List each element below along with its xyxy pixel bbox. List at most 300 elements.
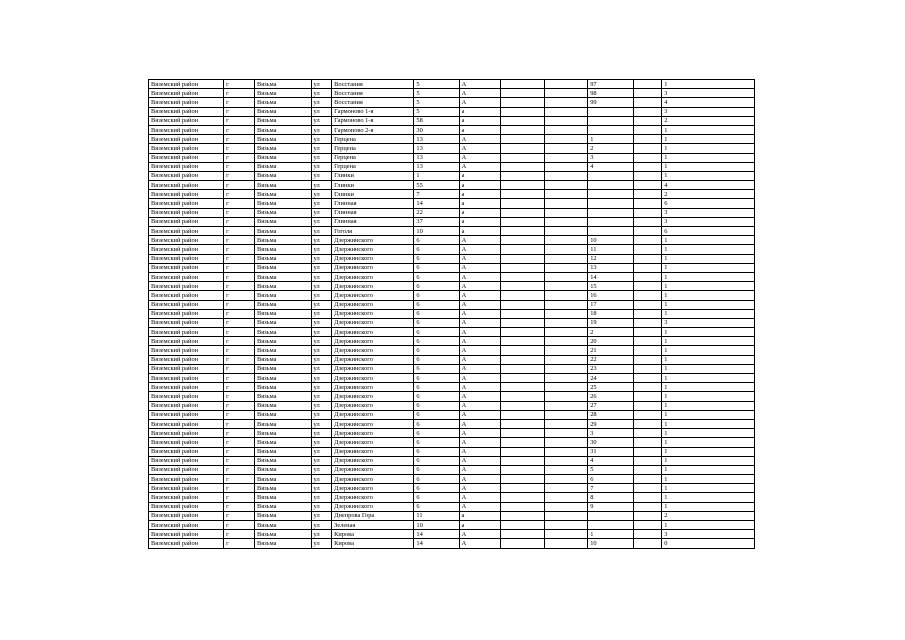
cell-structure: [545, 144, 588, 153]
cell-house-number: 22: [414, 208, 459, 217]
table-row: [149, 530, 755, 539]
cell-settlement-type: г: [224, 80, 255, 89]
cell-apartment: 8: [588, 493, 633, 502]
table-body: [149, 80, 755, 549]
cell-structure: [545, 392, 588, 401]
cell-building: [500, 162, 544, 171]
cell-structure: [545, 125, 588, 134]
cell-house-number: 5: [414, 107, 459, 116]
cell-street-type: ул: [311, 291, 332, 300]
cell-settlement-type: г: [224, 217, 255, 226]
cell-street: Дзержинского: [332, 502, 414, 511]
table-row: [149, 107, 755, 116]
cell-house-number: 14: [414, 530, 459, 539]
cell-count: 2: [662, 511, 755, 520]
cell-count: 6: [662, 199, 755, 208]
cell-building: [500, 116, 544, 125]
cell-house-number: 6: [414, 438, 459, 447]
cell-apartment: 11: [588, 245, 633, 254]
cell-street-type: ул: [311, 318, 332, 327]
cell-city: Вязьма: [254, 309, 311, 318]
cell-district: Вяземский район: [149, 107, 224, 116]
cell-settlement-type: г: [224, 208, 255, 217]
cell-house-letter: А: [459, 254, 500, 263]
cell-district: Вяземский район: [149, 144, 224, 153]
cell-street-type: ул: [311, 263, 332, 272]
cell-structure: [545, 502, 588, 511]
cell-district: Вяземский район: [149, 521, 224, 530]
cell-room: [633, 107, 662, 116]
cell-room: [633, 539, 662, 548]
cell-building: [500, 539, 544, 548]
cell-building: [500, 383, 544, 392]
cell-apartment: 26: [588, 392, 633, 401]
cell-count: 1: [662, 374, 755, 383]
cell-street: Дзержинского: [332, 484, 414, 493]
cell-house-letter: А: [459, 392, 500, 401]
table-row: [149, 419, 755, 428]
cell-street: Кирова: [332, 539, 414, 548]
cell-district: Вяземский район: [149, 337, 224, 346]
cell-street-type: ул: [311, 300, 332, 309]
cell-street: Гармоново 1-я: [332, 116, 414, 125]
cell-building: [500, 475, 544, 484]
cell-count: 1: [662, 162, 755, 171]
cell-street-type: ул: [311, 89, 332, 98]
cell-apartment: 3: [588, 153, 633, 162]
cell-house-letter: А: [459, 272, 500, 281]
cell-street-type: ул: [311, 355, 332, 364]
cell-apartment: 4: [588, 162, 633, 171]
cell-house-letter: а: [459, 190, 500, 199]
cell-building: [500, 135, 544, 144]
table-row: [149, 272, 755, 281]
cell-apartment: [588, 199, 633, 208]
cell-house-letter: А: [459, 355, 500, 364]
cell-apartment: 24: [588, 374, 633, 383]
cell-settlement-type: г: [224, 236, 255, 245]
cell-count: 1: [662, 346, 755, 355]
cell-district: Вяземский район: [149, 263, 224, 272]
cell-street: Дзержинского: [332, 383, 414, 392]
cell-street-type: ул: [311, 475, 332, 484]
cell-city: Вязьма: [254, 162, 311, 171]
cell-street-type: ул: [311, 438, 332, 447]
cell-settlement-type: г: [224, 337, 255, 346]
cell-district: Вяземский район: [149, 465, 224, 474]
cell-apartment: 22: [588, 355, 633, 364]
table-row: [149, 254, 755, 263]
cell-apartment: [588, 190, 633, 199]
cell-district: Вяземский район: [149, 291, 224, 300]
table-row: [149, 208, 755, 217]
cell-apartment: 15: [588, 282, 633, 291]
cell-structure: [545, 98, 588, 107]
address-table: [148, 79, 755, 549]
cell-house-number: 6: [414, 300, 459, 309]
cell-apartment: 13: [588, 263, 633, 272]
cell-settlement-type: г: [224, 456, 255, 465]
cell-settlement-type: г: [224, 511, 255, 520]
cell-house-letter: А: [459, 318, 500, 327]
table-row: [149, 438, 755, 447]
cell-district: Вяземский район: [149, 401, 224, 410]
cell-house-number: 14: [414, 539, 459, 548]
cell-street-type: ул: [311, 346, 332, 355]
cell-settlement-type: г: [224, 309, 255, 318]
cell-house-number: 6: [414, 383, 459, 392]
cell-house-letter: А: [459, 539, 500, 548]
cell-house-letter: а: [459, 181, 500, 190]
cell-count: 2: [662, 116, 755, 125]
cell-count: 1: [662, 272, 755, 281]
cell-house-letter: а: [459, 217, 500, 226]
cell-district: Вяземский район: [149, 199, 224, 208]
cell-house-letter: а: [459, 116, 500, 125]
cell-house-letter: А: [459, 475, 500, 484]
cell-count: 0: [662, 539, 755, 548]
cell-house-number: 6: [414, 254, 459, 263]
cell-district: Вяземский район: [149, 447, 224, 456]
cell-room: [633, 364, 662, 373]
cell-street: Дзержинского: [332, 245, 414, 254]
cell-house-number: 6: [414, 364, 459, 373]
cell-house-number: 6: [414, 236, 459, 245]
cell-district: Вяземский район: [149, 456, 224, 465]
cell-apartment: 10: [588, 236, 633, 245]
cell-structure: [545, 236, 588, 245]
cell-house-letter: А: [459, 236, 500, 245]
cell-city: Вязьма: [254, 98, 311, 107]
cell-street-type: ул: [311, 429, 332, 438]
cell-building: [500, 309, 544, 318]
cell-settlement-type: г: [224, 199, 255, 208]
cell-apartment: 1: [588, 135, 633, 144]
cell-house-number: 6: [414, 355, 459, 364]
cell-settlement-type: г: [224, 493, 255, 502]
cell-structure: [545, 521, 588, 530]
cell-count: 3: [662, 107, 755, 116]
cell-street: Дзержинского: [332, 355, 414, 364]
cell-structure: [545, 419, 588, 428]
table-row: [149, 144, 755, 153]
cell-building: [500, 272, 544, 281]
cell-apartment: 25: [588, 383, 633, 392]
cell-count: 1: [662, 429, 755, 438]
cell-settlement-type: г: [224, 300, 255, 309]
cell-count: 3: [662, 208, 755, 217]
cell-house-letter: А: [459, 456, 500, 465]
cell-district: Вяземский район: [149, 493, 224, 502]
table-row: [149, 465, 755, 474]
cell-count: 1: [662, 465, 755, 474]
table-row: [149, 484, 755, 493]
cell-house-letter: а: [459, 171, 500, 180]
cell-apartment: [588, 125, 633, 134]
cell-settlement-type: г: [224, 521, 255, 530]
cell-settlement-type: г: [224, 429, 255, 438]
cell-street: Дзержинского: [332, 447, 414, 456]
address-table-sheet: [148, 79, 755, 567]
cell-city: Вязьма: [254, 374, 311, 383]
cell-building: [500, 227, 544, 236]
cell-city: Вязьма: [254, 392, 311, 401]
table-row: [149, 153, 755, 162]
cell-apartment: 28: [588, 410, 633, 419]
cell-house-letter: А: [459, 346, 500, 355]
cell-street-type: ул: [311, 236, 332, 245]
cell-street-type: ул: [311, 309, 332, 318]
cell-street-type: ул: [311, 98, 332, 107]
cell-street-type: ул: [311, 199, 332, 208]
cell-count: 1: [662, 410, 755, 419]
cell-structure: [545, 318, 588, 327]
cell-district: Вяземский район: [149, 484, 224, 493]
cell-building: [500, 171, 544, 180]
cell-apartment: [588, 227, 633, 236]
cell-street: Глинная: [332, 199, 414, 208]
cell-district: Вяземский район: [149, 410, 224, 419]
table-row: [149, 521, 755, 530]
cell-house-letter: А: [459, 410, 500, 419]
cell-city: Вязьма: [254, 263, 311, 272]
cell-apartment: [588, 171, 633, 180]
cell-room: [633, 199, 662, 208]
cell-settlement-type: г: [224, 447, 255, 456]
cell-house-number: 13: [414, 153, 459, 162]
cell-street: Дзержинского: [332, 392, 414, 401]
cell-count: 3: [662, 89, 755, 98]
cell-structure: [545, 539, 588, 548]
cell-settlement-type: г: [224, 144, 255, 153]
cell-room: [633, 153, 662, 162]
cell-count: 6: [662, 227, 755, 236]
cell-count: 1: [662, 484, 755, 493]
cell-room: [633, 162, 662, 171]
cell-city: Вязьма: [254, 511, 311, 520]
cell-structure: [545, 227, 588, 236]
cell-house-number: 6: [414, 263, 459, 272]
cell-city: Вязьма: [254, 199, 311, 208]
cell-structure: [545, 217, 588, 226]
cell-apartment: 9: [588, 502, 633, 511]
cell-street: Глинки: [332, 190, 414, 199]
cell-house-number: 6: [414, 337, 459, 346]
cell-room: [633, 254, 662, 263]
table-row: [149, 401, 755, 410]
cell-house-letter: А: [459, 80, 500, 89]
cell-room: [633, 530, 662, 539]
cell-street-type: ул: [311, 502, 332, 511]
table-row: [149, 245, 755, 254]
cell-city: Вязьма: [254, 401, 311, 410]
cell-building: [500, 245, 544, 254]
cell-street-type: ул: [311, 374, 332, 383]
cell-street-type: ул: [311, 116, 332, 125]
cell-house-number: 6: [414, 392, 459, 401]
cell-settlement-type: г: [224, 254, 255, 263]
cell-building: [500, 181, 544, 190]
cell-apartment: 3: [588, 429, 633, 438]
cell-house-letter: А: [459, 89, 500, 98]
cell-settlement-type: г: [224, 392, 255, 401]
cell-room: [633, 236, 662, 245]
table-row: [149, 291, 755, 300]
cell-building: [500, 144, 544, 153]
cell-street-type: ул: [311, 419, 332, 428]
cell-settlement-type: г: [224, 227, 255, 236]
cell-house-letter: а: [459, 521, 500, 530]
cell-house-number: 13: [414, 144, 459, 153]
cell-district: Вяземский район: [149, 125, 224, 134]
cell-settlement-type: г: [224, 465, 255, 474]
cell-settlement-type: г: [224, 181, 255, 190]
table-row: [149, 227, 755, 236]
cell-house-number: 6: [414, 429, 459, 438]
cell-count: 1: [662, 80, 755, 89]
cell-room: [633, 475, 662, 484]
cell-building: [500, 291, 544, 300]
cell-apartment: 10: [588, 539, 633, 548]
cell-house-letter: а: [459, 511, 500, 520]
cell-street-type: ул: [311, 227, 332, 236]
cell-structure: [545, 190, 588, 199]
cell-room: [633, 429, 662, 438]
cell-room: [633, 89, 662, 98]
cell-structure: [545, 181, 588, 190]
cell-room: [633, 116, 662, 125]
cell-street-type: ул: [311, 337, 332, 346]
cell-room: [633, 190, 662, 199]
cell-house-number: 6: [414, 456, 459, 465]
table-row: [149, 300, 755, 309]
cell-street: Дзержинского: [332, 465, 414, 474]
cell-room: [633, 181, 662, 190]
cell-building: [500, 447, 544, 456]
cell-apartment: 23: [588, 364, 633, 373]
cell-room: [633, 227, 662, 236]
cell-street-type: ул: [311, 401, 332, 410]
table-row: [149, 236, 755, 245]
cell-settlement-type: г: [224, 107, 255, 116]
cell-count: 1: [662, 364, 755, 373]
cell-street-type: ул: [311, 162, 332, 171]
cell-apartment: 19: [588, 318, 633, 327]
cell-house-number: 5: [414, 98, 459, 107]
cell-building: [500, 456, 544, 465]
cell-street: Гоголя: [332, 227, 414, 236]
table-row: [149, 511, 755, 520]
cell-count: 4: [662, 98, 755, 107]
cell-street: Дзержинского: [332, 438, 414, 447]
cell-room: [633, 318, 662, 327]
cell-settlement-type: г: [224, 171, 255, 180]
cell-street-type: ул: [311, 282, 332, 291]
cell-count: 1: [662, 236, 755, 245]
cell-street-type: ул: [311, 539, 332, 548]
cell-house-number: 6: [414, 419, 459, 428]
cell-building: [500, 337, 544, 346]
cell-settlement-type: г: [224, 410, 255, 419]
cell-room: [633, 401, 662, 410]
table-row: [149, 374, 755, 383]
cell-street-type: ул: [311, 181, 332, 190]
cell-count: 1: [662, 254, 755, 263]
cell-settlement-type: г: [224, 530, 255, 539]
cell-street-type: ул: [311, 383, 332, 392]
cell-house-number: 6: [414, 328, 459, 337]
cell-apartment: 2: [588, 328, 633, 337]
cell-district: Вяземский район: [149, 153, 224, 162]
cell-house-number: 1: [414, 171, 459, 180]
cell-count: 1: [662, 153, 755, 162]
cell-district: Вяземский район: [149, 429, 224, 438]
cell-structure: [545, 208, 588, 217]
cell-house-letter: А: [459, 309, 500, 318]
cell-street-type: ул: [311, 511, 332, 520]
cell-room: [633, 374, 662, 383]
cell-house-number: 14: [414, 199, 459, 208]
cell-structure: [545, 171, 588, 180]
table-row: [149, 346, 755, 355]
cell-street: Дзержинского: [332, 291, 414, 300]
cell-street: Дзержинского: [332, 236, 414, 245]
cell-room: [633, 346, 662, 355]
cell-building: [500, 355, 544, 364]
cell-house-letter: а: [459, 208, 500, 217]
cell-room: [633, 263, 662, 272]
cell-count: 1: [662, 245, 755, 254]
table-row: [149, 199, 755, 208]
cell-count: 2: [662, 190, 755, 199]
cell-structure: [545, 429, 588, 438]
cell-building: [500, 410, 544, 419]
cell-street: Герцена: [332, 135, 414, 144]
cell-structure: [545, 199, 588, 208]
cell-apartment: [588, 511, 633, 520]
cell-house-letter: А: [459, 153, 500, 162]
cell-structure: [545, 309, 588, 318]
cell-count: 4: [662, 181, 755, 190]
cell-room: [633, 419, 662, 428]
cell-room: [633, 144, 662, 153]
cell-building: [500, 374, 544, 383]
cell-street-type: ул: [311, 272, 332, 281]
table-row: [149, 282, 755, 291]
cell-settlement-type: г: [224, 475, 255, 484]
cell-structure: [545, 263, 588, 272]
cell-street-type: ул: [311, 392, 332, 401]
cell-building: [500, 438, 544, 447]
cell-house-letter: А: [459, 502, 500, 511]
cell-city: Вязьма: [254, 318, 311, 327]
cell-structure: [545, 291, 588, 300]
cell-district: Вяземский район: [149, 181, 224, 190]
cell-city: Вязьма: [254, 337, 311, 346]
cell-room: [633, 245, 662, 254]
cell-apartment: [588, 181, 633, 190]
cell-street-type: ул: [311, 410, 332, 419]
cell-city: Вязьма: [254, 355, 311, 364]
table-row: [149, 502, 755, 511]
cell-apartment: 30: [588, 438, 633, 447]
cell-house-letter: А: [459, 162, 500, 171]
cell-district: Вяземский район: [149, 318, 224, 327]
cell-street: Дзержинского: [332, 429, 414, 438]
cell-district: Вяземский район: [149, 364, 224, 373]
cell-house-letter: А: [459, 328, 500, 337]
cell-city: Вязьма: [254, 484, 311, 493]
